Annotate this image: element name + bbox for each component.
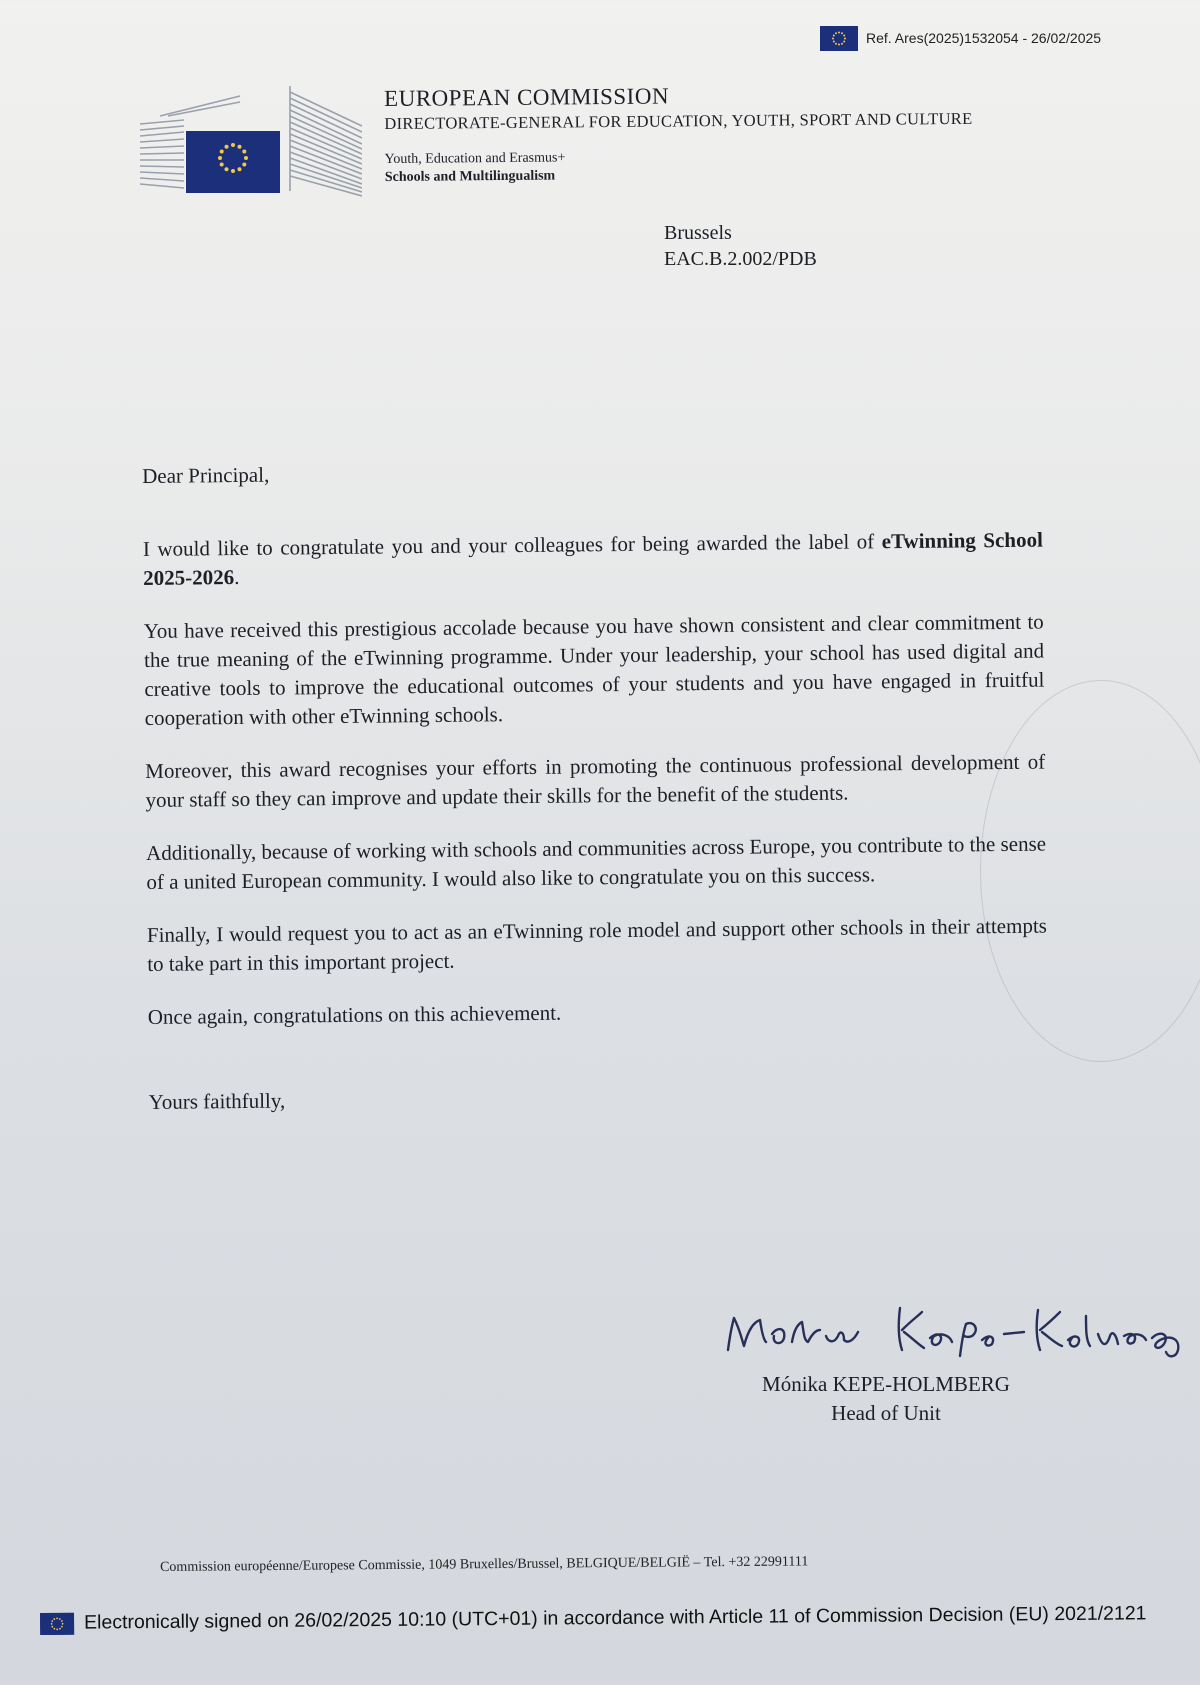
directorate-subunit: Youth, Education and Erasmus+ (384, 150, 566, 167)
unit-name: Schools and Multilingualism (384, 168, 556, 185)
organization-name: EUROPEAN COMMISSION (384, 83, 670, 111)
paragraph-1-end: . (234, 564, 240, 590)
salutation: Dear Principal, (142, 462, 270, 488)
eu-flag-icon (40, 1612, 74, 1634)
paragraph-3: Moreover, this award recognises your efforts in promoting the continuous professional development of your staff so they can improve and update their skills for the benefit of the students. (145, 749, 1046, 812)
electronic-signature-line (40, 1602, 1190, 1635)
directorate-name: DIRECTORATE-GENERAL FOR EDUCATION, YOUTH, SPORT AND CULTURE (384, 108, 973, 133)
signer-title: Head of Unit (831, 1401, 941, 1425)
award-label: eTwinning School 2025-2026 (143, 527, 1044, 590)
paragraph-2: You have received this prestigious accolade because you have shown consistent and clear commitment to the true meaning of the eTwinning programme. Under your leadership, your school has used digital and creative tools to improve the educational outcomes of your students and you have engaged in fruitful cooperation with other eTwinning schools. (143, 609, 1045, 730)
letterhead (384, 81, 973, 186)
location-block (664, 220, 817, 272)
electronic-signature-text: Electronically signed on 26/02/2025 10:10 (UTC+01) in accordance with Article 11 of Commission Decision (EU) 2021/2121 (83, 1602, 1147, 1634)
paragraph-1 (143, 526, 1044, 593)
closing: Yours faithfully, (148, 1088, 286, 1114)
city: Brussels (664, 222, 732, 244)
paragraph-6: Once again, congratulations on this achievement. (147, 1000, 562, 1029)
letter-body (142, 453, 1049, 1141)
paragraph-4: Additionally, because of working with schools and communities across Europe, you contribute to the sense of a united European community. I would also like to congratulate you on this success. (145, 831, 1047, 894)
paragraph-5: Finally, I would request you to act as an eTwinning role model and support other schools in their attempts to take part in this important project. (146, 913, 1048, 976)
footer-address: Commission européenne/Europese Commissie, 1049 Bruxelles/Brussel, BELGIQUE/BELGIË – Tel. +32 22991111 (160, 1554, 809, 1575)
reference-line (820, 24, 1101, 52)
signer-block (716, 1370, 1056, 1428)
paragraph-1-text: I would like to congratulate you and your colleagues for being awarded the label of (142, 529, 882, 561)
eu-flag-icon (820, 26, 858, 51)
file-reference: EAC.B.2.002/PDB (664, 248, 817, 270)
european-commission-logo (140, 86, 362, 198)
signer-name: Mónika KEPE-HOLMBERG (762, 1372, 1010, 1396)
handwritten-signature (720, 1290, 1190, 1360)
reference-number: Ref. Ares(2025)1532054 - 26/02/2025 (866, 30, 1102, 46)
